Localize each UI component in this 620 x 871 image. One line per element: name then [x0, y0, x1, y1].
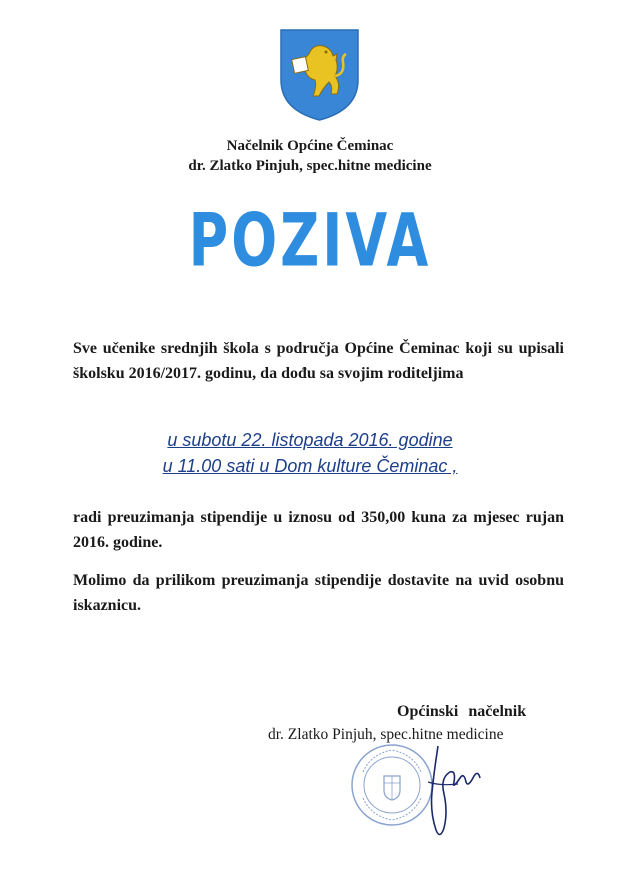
event-details	[0, 427, 620, 479]
coat-of-arms-icon	[279, 28, 360, 122]
issuer-name: dr. Zlatko Pinjuh, spec.hitne medicine	[188, 158, 432, 174]
signatory-title: Općinski načelnik	[397, 703, 527, 720]
event-date: u subotu 22. listopada 2016. godine	[167, 430, 453, 450]
purpose-paragraph: radi preuzimanja stipendije u iznosu od 350,00 kuna za mjesec rujan 2016. godine.	[73, 509, 564, 551]
signatory-name: dr. Zlatko Pinjuh, spec.hitne medicine	[268, 726, 504, 743]
event-time-place: u 11.00 sati u Dom kulture Čeminac ,	[162, 456, 458, 476]
request-paragraph: Molimo da prilikom preuzimanja stipendije dostavite na uvid osobnu iskaznicu.	[73, 572, 564, 614]
invitation-paragraph: Sve učenike srednjih škola s područja Općine Čeminac koji su upisali školsku 2016/2017. godinu, da dođu sa svojim roditeljima	[73, 340, 564, 382]
issuer-title: Načelnik Općine Čeminac	[226, 138, 394, 154]
issuer-header	[0, 136, 620, 176]
document-title: POZIVA	[188, 198, 432, 284]
handwritten-signature	[410, 742, 490, 842]
